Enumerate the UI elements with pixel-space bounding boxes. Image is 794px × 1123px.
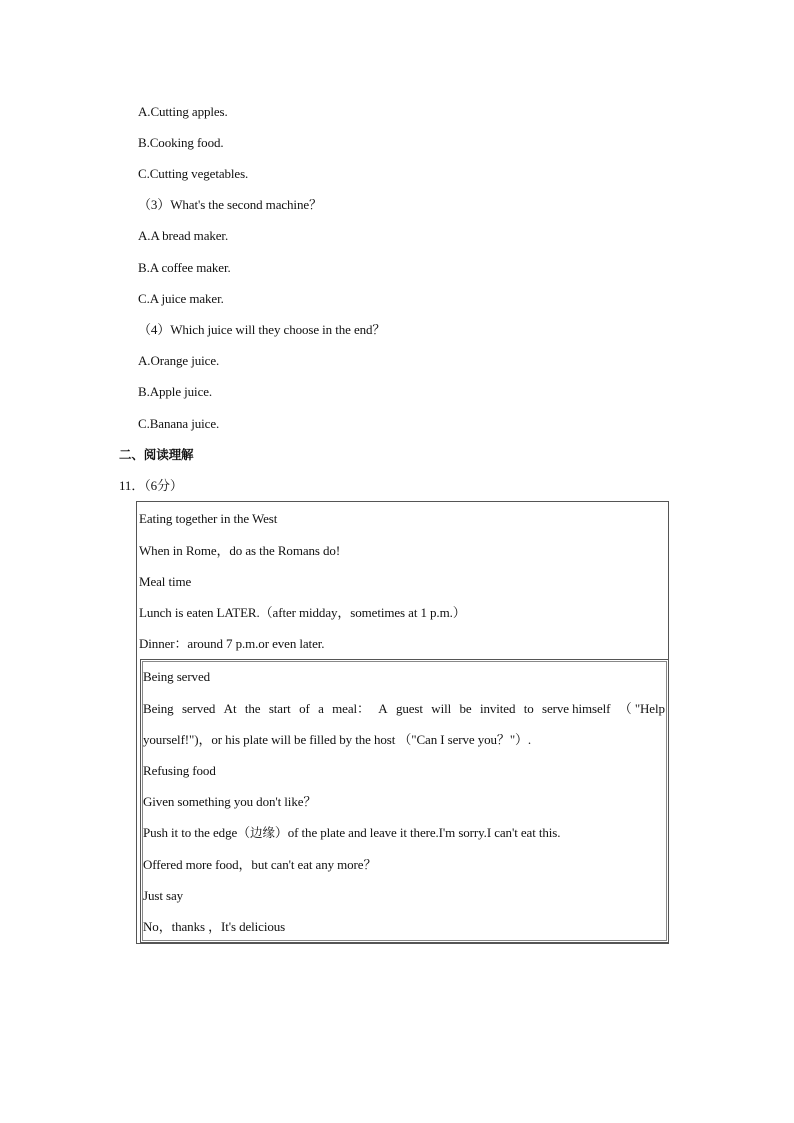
- lunch-line: Lunch is eaten LATER.（after midday，sometimes at 1 p.m.）: [139, 605, 466, 620]
- q2-option-c: C.Cutting vegetables.: [138, 166, 249, 181]
- passage-proverb: When in Rome，do as the Romans do!: [139, 543, 341, 558]
- q2-option-b: B.Cooking food.: [138, 135, 224, 150]
- word: （ "Help: [618, 701, 665, 716]
- no-thanks: No，thanks ，It's delicious: [143, 919, 286, 934]
- q4-option-a: A.Orange juice.: [138, 353, 220, 368]
- word: start: [268, 701, 291, 716]
- q3-option-a: A.A bread maker.: [138, 228, 229, 243]
- q2-option-a: A.Cutting apples.: [138, 104, 228, 119]
- q4-option-b: B.Apple juice.: [138, 384, 213, 399]
- word: will: [431, 701, 452, 716]
- dinner-line: Dinner：around 7 p.m.or even later.: [139, 636, 325, 651]
- word: At: [223, 701, 237, 716]
- q4-option-c: C.Banana juice.: [138, 416, 220, 431]
- q4-stem: （4）Which juice will they choose in the end？: [138, 322, 386, 337]
- being-served-line-1: [143, 701, 665, 717]
- word: guest: [395, 701, 423, 716]
- word: to: [523, 701, 534, 716]
- word: served: [181, 701, 216, 716]
- word: of: [299, 701, 310, 716]
- meal-time-heading: Meal time: [139, 574, 192, 589]
- push-line: [143, 825, 560, 841]
- word: invited: [479, 701, 516, 716]
- push-prefix: Push it to the edge（: [143, 825, 251, 840]
- question-number: 11．（6分）: [119, 478, 183, 493]
- q3-stem: （3）What's the second machine？: [138, 197, 322, 212]
- push-suffix: ）of the plate and leave it there.I'm sorry.I can't eat this.: [274, 825, 561, 840]
- push-cjk-gloss: 边缘: [250, 825, 275, 840]
- word: A: [378, 701, 388, 716]
- word: meal：: [332, 701, 370, 716]
- being-served-heading: Being served: [143, 669, 211, 684]
- word: a: [318, 701, 324, 716]
- offered-question: Offered more food，but can't eat any more？: [143, 857, 377, 872]
- given-question: Given something you don't like？: [143, 794, 317, 809]
- word: the: [244, 701, 261, 716]
- refusing-food-heading: Refusing food: [143, 763, 216, 778]
- just-say: Just say: [143, 888, 184, 903]
- word: serve himself: [542, 701, 611, 716]
- word: Being: [143, 701, 174, 716]
- q3-option-c: C.A juice maker.: [138, 291, 224, 306]
- passage-title: Eating together in the West: [139, 511, 278, 526]
- word: be: [459, 701, 472, 716]
- being-served-line-2: yourself!")，or his plate will be filled by the host （"Can I serve you？"）.: [143, 732, 532, 747]
- section-heading: 二、阅读理解: [119, 447, 194, 462]
- q3-option-b: B.A coffee maker.: [138, 260, 231, 275]
